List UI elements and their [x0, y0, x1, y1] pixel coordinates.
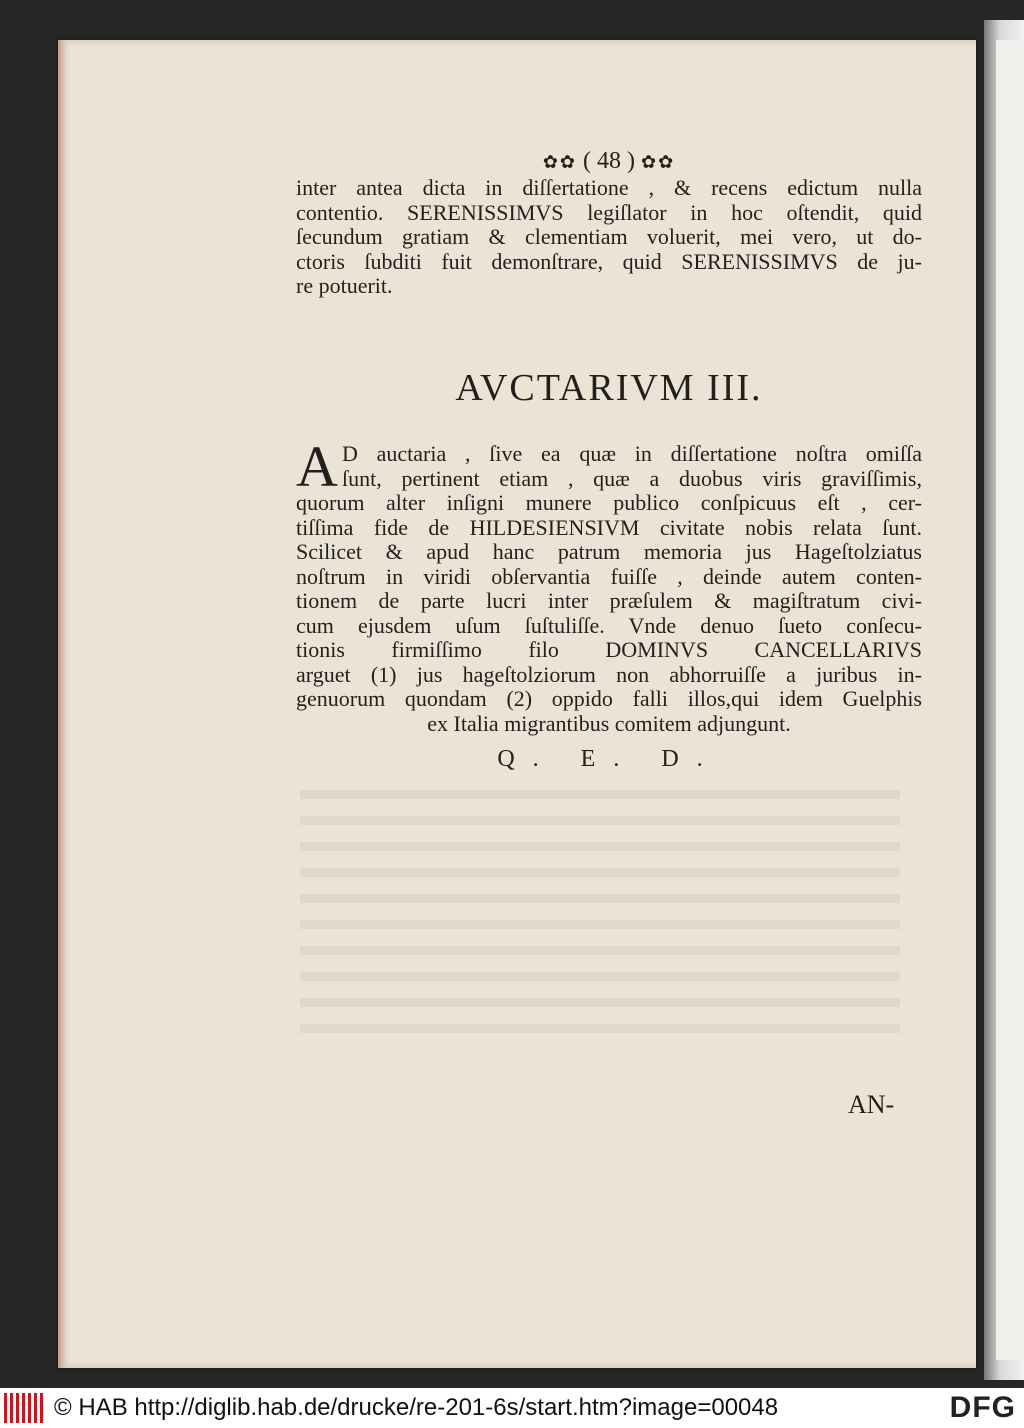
text-line: noſtrum in viridi obſervantia fuiſſe , deinde autem conten- [296, 563, 922, 589]
text-line: Scilicet & apud hanc patrum memoria jus Hageſtolziatus [296, 539, 922, 564]
section-title: AVCTARIVM III. [455, 367, 763, 409]
ornament-left-icon: ✿✿ [542, 152, 577, 173]
dfg-logo: DFG [949, 1391, 1016, 1424]
text-line: ſecundum gratiam & clementiam voluerit, mei vero, ut do- [296, 224, 922, 249]
text-line: tionem de parte lucri inter præſulem & magiſtratum civi- [296, 588, 922, 613]
footer-bar [0, 1388, 1024, 1428]
text-line: arguet (1) jus hageſtolziorum non abhorruiſſe a juribus in- [296, 661, 922, 687]
ornament-right-icon: ✿✿ [640, 152, 676, 173]
text-line: tiſſima fide de HILDESIENSIVM civitate nobis relata ſunt. [296, 514, 922, 540]
catchword: AN- [848, 1090, 895, 1119]
top-paragraph [296, 176, 922, 299]
drop-cap: A [296, 434, 338, 499]
main-paragraph [296, 434, 922, 736]
page-header [296, 148, 922, 175]
text-line: inter antea dicta in diſſertatione , & recens edictum nulla [296, 175, 922, 200]
text-line: D auctaria , ſive ea quæ in diſſertatione noſtra omiſſa [342, 441, 922, 466]
page-binding-edge [58, 40, 66, 1368]
show-through-text [300, 790, 900, 1050]
text-line: ctoris ſubditi fuit demonſtrare, quid SERENISSIMVS de ju- [296, 248, 922, 274]
text-line: quorum alter inſigni munere publico conſpicuus eſt , cer- [296, 490, 922, 515]
text-line: cum ejusdem uſum ſuſtuliſſe. Vnde denuo ſueto conſecu- [296, 612, 922, 638]
text-line: re potuerit. [296, 273, 393, 298]
text-line: tionis firmiſſimo filo DOMINVS CANCELLARIVS [296, 637, 922, 662]
footer-citation[interactable]: © HAB http://diglib.hab.de/drucke/re-201-6s/start.htm?image=00048 [54, 1394, 779, 1421]
text-line: ſunt, pertinent etiam , quæ a duobus viris graviſſimis, [342, 465, 922, 491]
library-logo-icon [4, 1393, 44, 1423]
next-page-surface [996, 40, 1024, 1360]
text-line: genuorum quondam (2) oppido falli illos,qui idem Guelphis [296, 686, 922, 711]
text-line: ex Italia migrantibus comitem adjungunt. [427, 710, 791, 736]
qed-mark: Q. E. D. [497, 746, 721, 772]
page-number: ( 48 ) [583, 148, 635, 174]
text-line: contentio. SERENISSIMVS legiſlator in hoc oſtendit, quid [296, 199, 922, 225]
